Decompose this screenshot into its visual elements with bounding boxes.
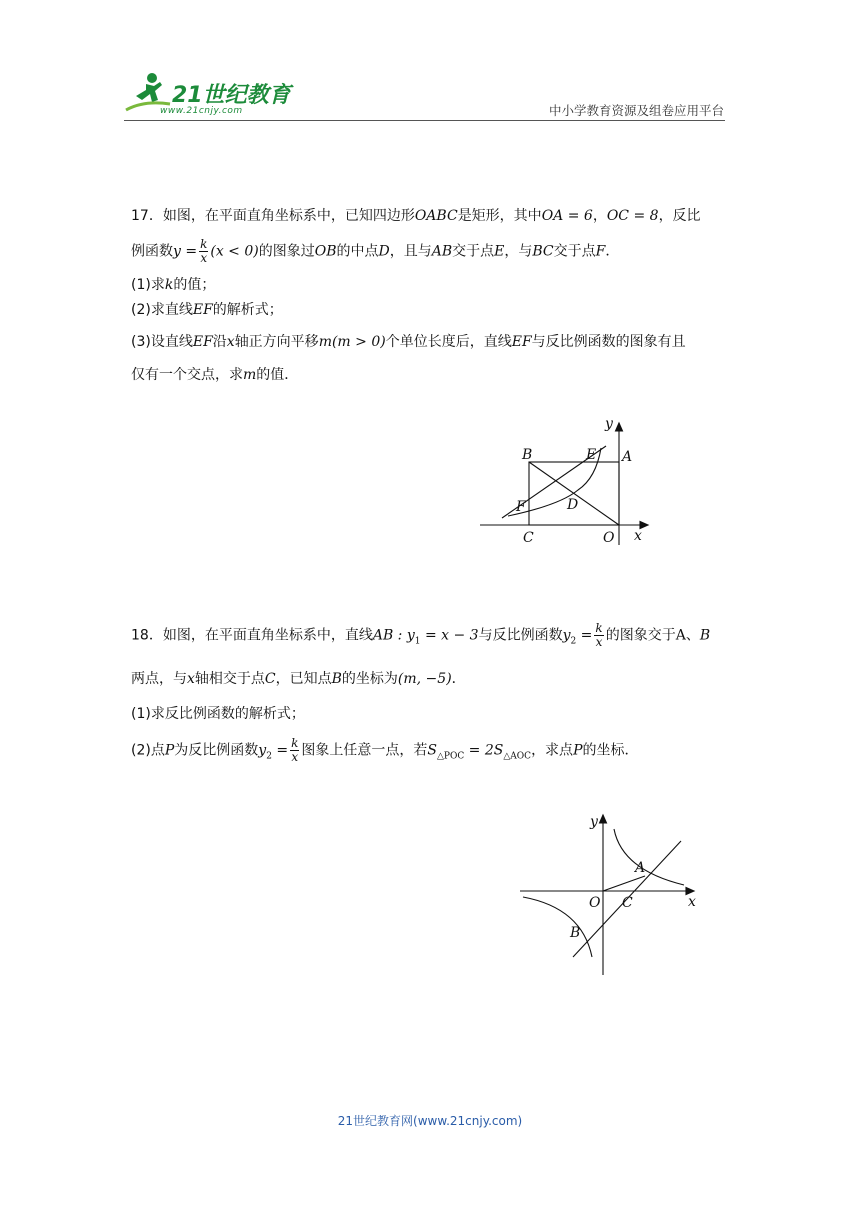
label-x: x	[634, 528, 642, 544]
label-C: C	[622, 895, 633, 911]
label-A: A	[635, 860, 646, 876]
q18-statement-line2: 两点，与x轴相交于点C，已知点B的坐标为(m, −5)．	[131, 671, 466, 687]
fraction-k-over-x: $\frac{k}{x}$	[200, 237, 208, 265]
site-logo	[124, 70, 304, 120]
q18-figure	[515, 805, 705, 980]
label-D: D	[567, 497, 579, 513]
y-axis-arrow	[616, 423, 623, 431]
label-B: B	[522, 447, 533, 463]
y-axis-arrow	[600, 815, 607, 823]
hyperbola-branch-1	[614, 829, 684, 885]
q18-part1: (1)求反比例函数的解析式；	[131, 706, 305, 722]
q17-part2: (2)求直线EF的解析式；	[131, 302, 283, 318]
header-platform-text: 中小学教育资源及组卷应用平台	[548, 103, 724, 118]
label-F: F	[516, 499, 526, 515]
label-O: O	[589, 895, 601, 911]
q18-number: 18．	[131, 627, 163, 644]
q18-statement-line1: 18．如图，在平面直角坐标系中，直线AB : $y_1 = x - 3$与反比例函数$y_2$ = $\frac{k}{x}$ 的图象交于A、B	[131, 621, 711, 649]
q17-part3-line2: 仅有一个交点，求m的值．	[131, 367, 299, 383]
logo-url: www.21cnjy.com	[160, 106, 243, 116]
header-divider	[124, 120, 725, 121]
footer-site-link[interactable]: 21世纪教育网(www.21cnjy.com)	[337, 1114, 523, 1128]
q18-part2: (2)点P为反比例函数$y_2$ = $\frac{k}{x}$ 图象上任意一点，若$S_{\triangle POC} = 2S_{\triangle AOC}$，求点P的坐标．	[131, 736, 639, 764]
q17-statement-line1: 17．如图，在平面直角坐标系中，已知四边形OABC是矩形，其中OA = 6，OC = 8，反比	[131, 208, 701, 224]
logo-text: 21世纪教育	[172, 83, 291, 108]
segment-OA	[603, 876, 645, 891]
label-y: y	[605, 416, 613, 432]
q17-part3-line1: (3)设直线EF沿x轴正方向平移m(m > 0)个单位长度后，直线EF与反比例函数的图象有且	[131, 334, 686, 350]
label-O: O	[603, 530, 615, 546]
fraction-k-over-x: $\frac{k}{x}$	[595, 621, 603, 649]
label-B: B	[570, 925, 581, 941]
q17-part1: (1)求k的值；	[131, 277, 216, 293]
fraction-k-over-x: $\frac{k}{x}$	[291, 736, 299, 764]
label-x: x	[688, 894, 696, 910]
q17-figure	[470, 410, 660, 555]
q17-statement-line2: 例函数y = $\frac{k}{x}$ (x < 0)的图象过OB的中点D，且与AB交于点E，与BC交于点F．	[131, 237, 620, 265]
label-C: C	[523, 530, 534, 546]
label-A: A	[622, 449, 633, 465]
label-E: E	[586, 447, 597, 463]
q17-number: 17．	[131, 208, 163, 224]
label-y: y	[590, 814, 598, 830]
